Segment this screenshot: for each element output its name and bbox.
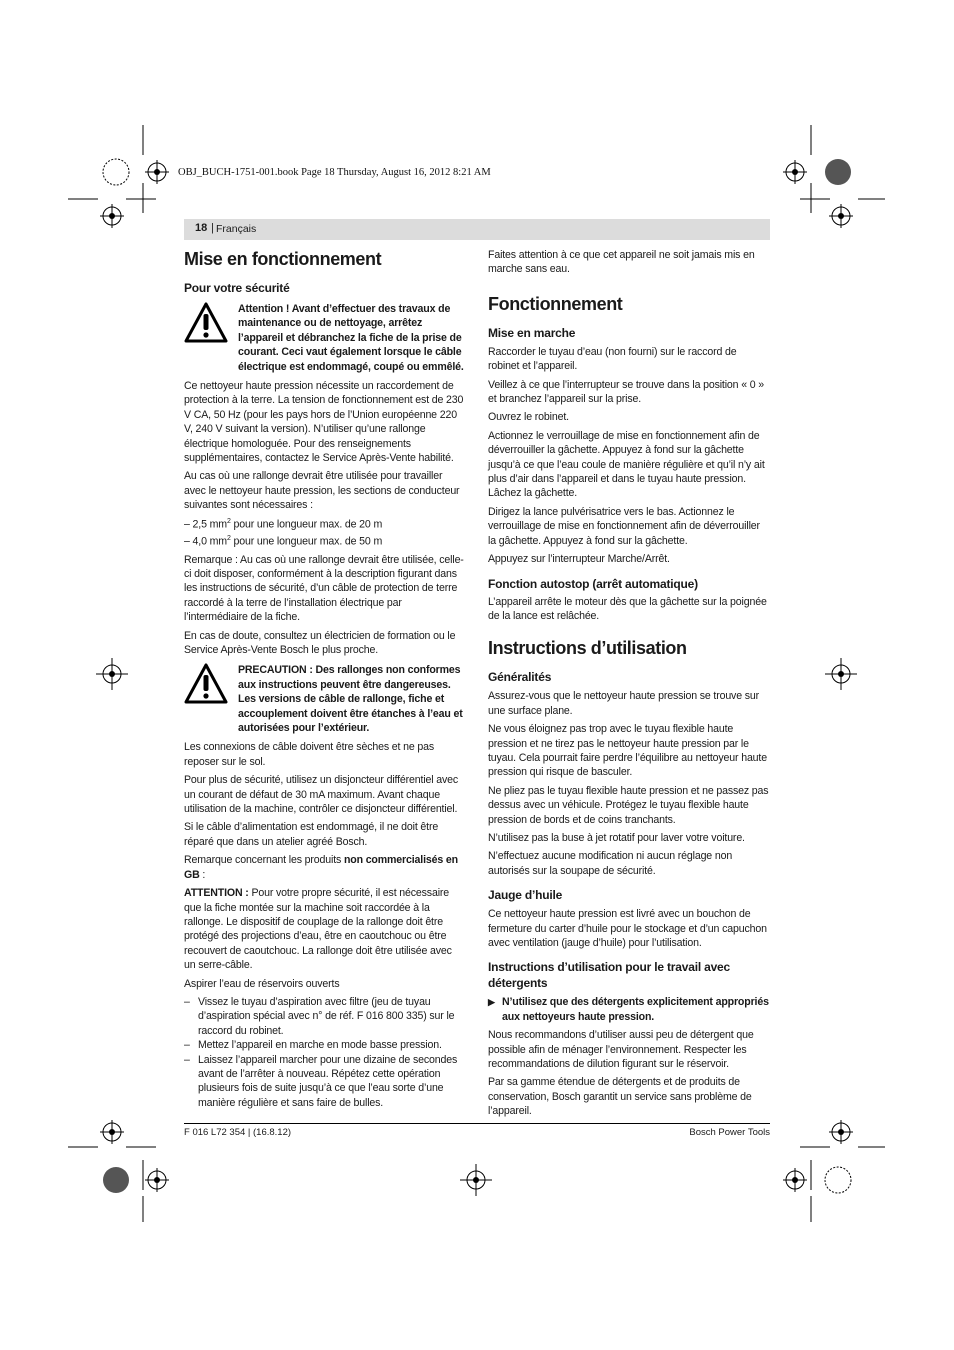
warning-text: PRECAUTION : Des rallonges non conformes aux instructions peuvent être dangereuses. Les versions de câble de rallonge, fiche et accouplement doivent être étanches à l’eau et autorisées pour l’extérieur. bbox=[238, 664, 463, 735]
language-label: Français bbox=[216, 223, 257, 235]
paragraph bbox=[184, 886, 466, 972]
text: Pour votre propre sécurité, il est nécessaire que la fiche montée sur la machine soit raccordée à la rallonge. Le dispositif de couplage de la rallonge doit être protégé des projections d’eau, être en caoutchouc ou être recouvert de caoutchouc. La rallonge doit être utilisée avec un serre-câble. bbox=[184, 887, 452, 972]
spec-text: – 2,5 mm bbox=[184, 518, 227, 531]
footer-rule bbox=[184, 1123, 770, 1124]
paragraph: Ne pliez pas le tuyau flexible haute pression et ne passez pas dessus avec un véhicule. Protégez le tuyau flexible haute pression de bords et de coins tranchants. bbox=[488, 784, 769, 826]
slug-line: OBJ_BUCH-1751-001.book Page 18 Thursday, August 16, 2012 8:21 AM bbox=[178, 167, 491, 178]
paragraph: Appuyez sur l’interrupteur Marche/Arrêt. bbox=[488, 553, 670, 566]
paragraph: Nous recommandons d’utiliser aussi peu de détergent que possible afin de ménager l’environnement. Respecter les recommandations de dilution figurant sur le réservoir. bbox=[488, 1029, 754, 1071]
paragraph: Ouvrez le robinet. bbox=[488, 411, 569, 424]
superscript: 2 bbox=[226, 517, 231, 525]
section-spec-50m bbox=[184, 532, 466, 549]
paragraph: N’effectuez aucune modification ni aucun réglage non autorisés sur la soupape de sécurité. bbox=[488, 850, 733, 877]
paragraph: Assurez-vous que le nettoyeur haute pression se trouve sur une surface plane. bbox=[488, 690, 760, 717]
spec-text: – 4,0 mm bbox=[184, 535, 227, 548]
list-item: – Laissez l’appareil marcher pour une dizaine de secondes avant de l’arrêter à nouveau. Répétez cette opération plusieurs fois de suite jusqu’à ce que l’eau sorte d’une manière régulière et sans faire de bulles. bbox=[184, 1053, 466, 1111]
warning-block bbox=[184, 663, 466, 735]
header-separator: | bbox=[211, 222, 214, 234]
spec-text: pour une longueur max. de 20 m bbox=[230, 518, 383, 531]
spec-text: pour une longueur max. de 50 m bbox=[230, 535, 383, 548]
text: Remarque concernant les produits bbox=[184, 854, 344, 867]
list-item: – Mettez l’appareil en marche en mode basse pression. bbox=[184, 1038, 466, 1052]
list-item: – Vissez le tuyau d’aspiration avec filtre (jeu de tuyau d’aspiration spécial avec n° de réf. F 016 800 335) sur le raccord du robinet. bbox=[184, 995, 466, 1038]
page-header bbox=[184, 219, 770, 240]
warning-block bbox=[184, 302, 466, 374]
subsection-heading: Fonction autostop (arrêt automatique) bbox=[488, 576, 698, 591]
footer-left: F 016 L72 354 | (16.8.12) bbox=[184, 1127, 292, 1138]
section-heading: Mise en fonctionnement bbox=[184, 249, 382, 269]
subsection-heading: Généralités bbox=[488, 670, 552, 685]
bullet-item bbox=[488, 995, 770, 1024]
left-column bbox=[184, 248, 466, 1114]
paragraph: En cas de doute, consultez un électricien de formation ou le Service Après-Vente Bosch le plus proche. bbox=[184, 629, 456, 656]
paragraph: L’appareil arrête le moteur dès que la gâchette sur la poignée de la lance est relâchée. bbox=[488, 595, 767, 622]
subsection-heading: Pour votre sécurité bbox=[184, 281, 290, 295]
warning-icon bbox=[184, 663, 228, 705]
subsection-heading: Instructions d’utilisation pour le travail avec détergents bbox=[488, 960, 730, 991]
warning-icon bbox=[184, 302, 228, 344]
paragraph: Actionnez le verrouillage de mise en fonctionnement afin de déverrouiller la gâchette. Appuyez à fond sur la gâchette jusqu’à ce que l’eau coule de manière régulière et qu’il n’y ait plus d’air dans l’appareil et dans le tuyau haute pression. Lâchez la gâchette. bbox=[488, 429, 765, 500]
bold-text: non commercialisés en GB bbox=[184, 854, 458, 881]
paragraph: Si le câble d’alimentation est endommagé, il ne doit être réparé que dans un atelier agréé Bosch. bbox=[184, 821, 439, 848]
superscript: 2 bbox=[226, 534, 231, 542]
paragraph: Ne vous éloignez pas trop avec le tuyau flexible haute pression et ne tirez pas le nettoyeur haute pression par le tuyau. Cela pourrait faire perdre l’équilibre au nettoyeur haute pression qui risque de basculer. bbox=[488, 723, 767, 779]
paragraph: Les connexions de câble doivent être sèches et ne pas reposer sur le sol. bbox=[184, 741, 435, 768]
warning-text: Attention ! Avant d’effectuer des travaux de maintenance ou de nettoyage, arrêtez l’appareil et débranchez la fiche de la prise de courant. Ceci vaut également lorsque le câble électrique est endommagé, coupé ou emmêlé. bbox=[238, 303, 464, 373]
paragraph: Remarque : Au cas où une rallonge devrait être utilisée, celle-ci doit disposer, conformément à la description figurant dans les instructions de sécurité, d’un câble de protection de terre raccordé à la terre de l’installation électrique par l’intermédiaire de la fiche. bbox=[184, 553, 464, 624]
page-number: 18 bbox=[195, 222, 208, 234]
paragraph bbox=[184, 853, 466, 882]
paragraph: Ce nettoyeur haute pression nécessite un raccordement de protection à la terre. La tension de fonctionnement est de 230 V CA, 50 Hz (pour les pays hors de l’Union européenne 220 V, 240 V suivant la version). N’utiliser qu’une rallonge électrique homologuée. Pour des renseignements supplémentaires, contactez le Service Après-Vente habilité. bbox=[184, 380, 464, 465]
paragraph: Aspirer l’eau de réservoirs ouverts bbox=[184, 977, 340, 990]
instruction-list bbox=[184, 995, 466, 1110]
right-column bbox=[488, 248, 770, 1123]
paragraph: Veillez à ce que l’interrupteur se trouve dans la position « 0 » et branchez l’appareil sur la prise. bbox=[488, 378, 765, 406]
triangle-bullet-icon: ▶ bbox=[488, 997, 495, 1008]
paragraph: Dirigez la lance pulvérisatrice vers le bas. Actionnez le verrouillage de mise en fonctionnement afin de déverrouiller la gâchette. Appuyez à fond sur la gâchette. bbox=[488, 505, 760, 547]
bullet-text: N’utilisez que des détergents explicitement appropriés aux nettoyeurs haute pression. bbox=[502, 996, 769, 1023]
paragraph: Au cas où une rallonge devrait être utilisée pour travailler avec le nettoyeur haute pression, les sections de conducteur suivantes sont nécessaires : bbox=[184, 470, 460, 512]
paragraph: Ce nettoyeur haute pression est livré avec un bouchon de fermeture du carter d’huile pour le stockage et d’un capuchon avec ventilation (jauge d’huile) pour l’utilisation. bbox=[488, 908, 767, 949]
paragraph: Faites attention à ce que cet appareil ne soit jamais mis en marche sans eau. bbox=[488, 249, 755, 276]
section-spec-20m bbox=[184, 515, 466, 532]
text: : bbox=[199, 868, 206, 881]
bold-text: ATTENTION : bbox=[184, 887, 249, 900]
paragraph: Raccorder le tuyau d’eau (non fourni) sur le raccord de robinet et l’appareil. bbox=[488, 345, 737, 373]
footer-right: Bosch Power Tools bbox=[689, 1127, 770, 1138]
paragraph: Pour plus de sécurité, utilisez un disjoncteur différentiel avec un courant de défaut de 30 mA maximum. Avant chaque utilisation de la machine, contrôler ce disjoncteur différentiel. bbox=[184, 774, 459, 816]
subsection-heading: Jauge d’huile bbox=[488, 888, 563, 903]
paragraph: Par sa gamme étendue de détergents et de produits de conservation, Bosch garantit un service sans problème de l’appareil. bbox=[488, 1076, 752, 1118]
subsection-heading: Mise en marche bbox=[488, 325, 576, 340]
paragraph: N’utilisez pas la buse à jet rotatif pour laver votre voiture. bbox=[488, 831, 745, 844]
section-heading: Instructions d’utilisation bbox=[488, 638, 687, 659]
section-heading: Fonctionnement bbox=[488, 293, 623, 314]
